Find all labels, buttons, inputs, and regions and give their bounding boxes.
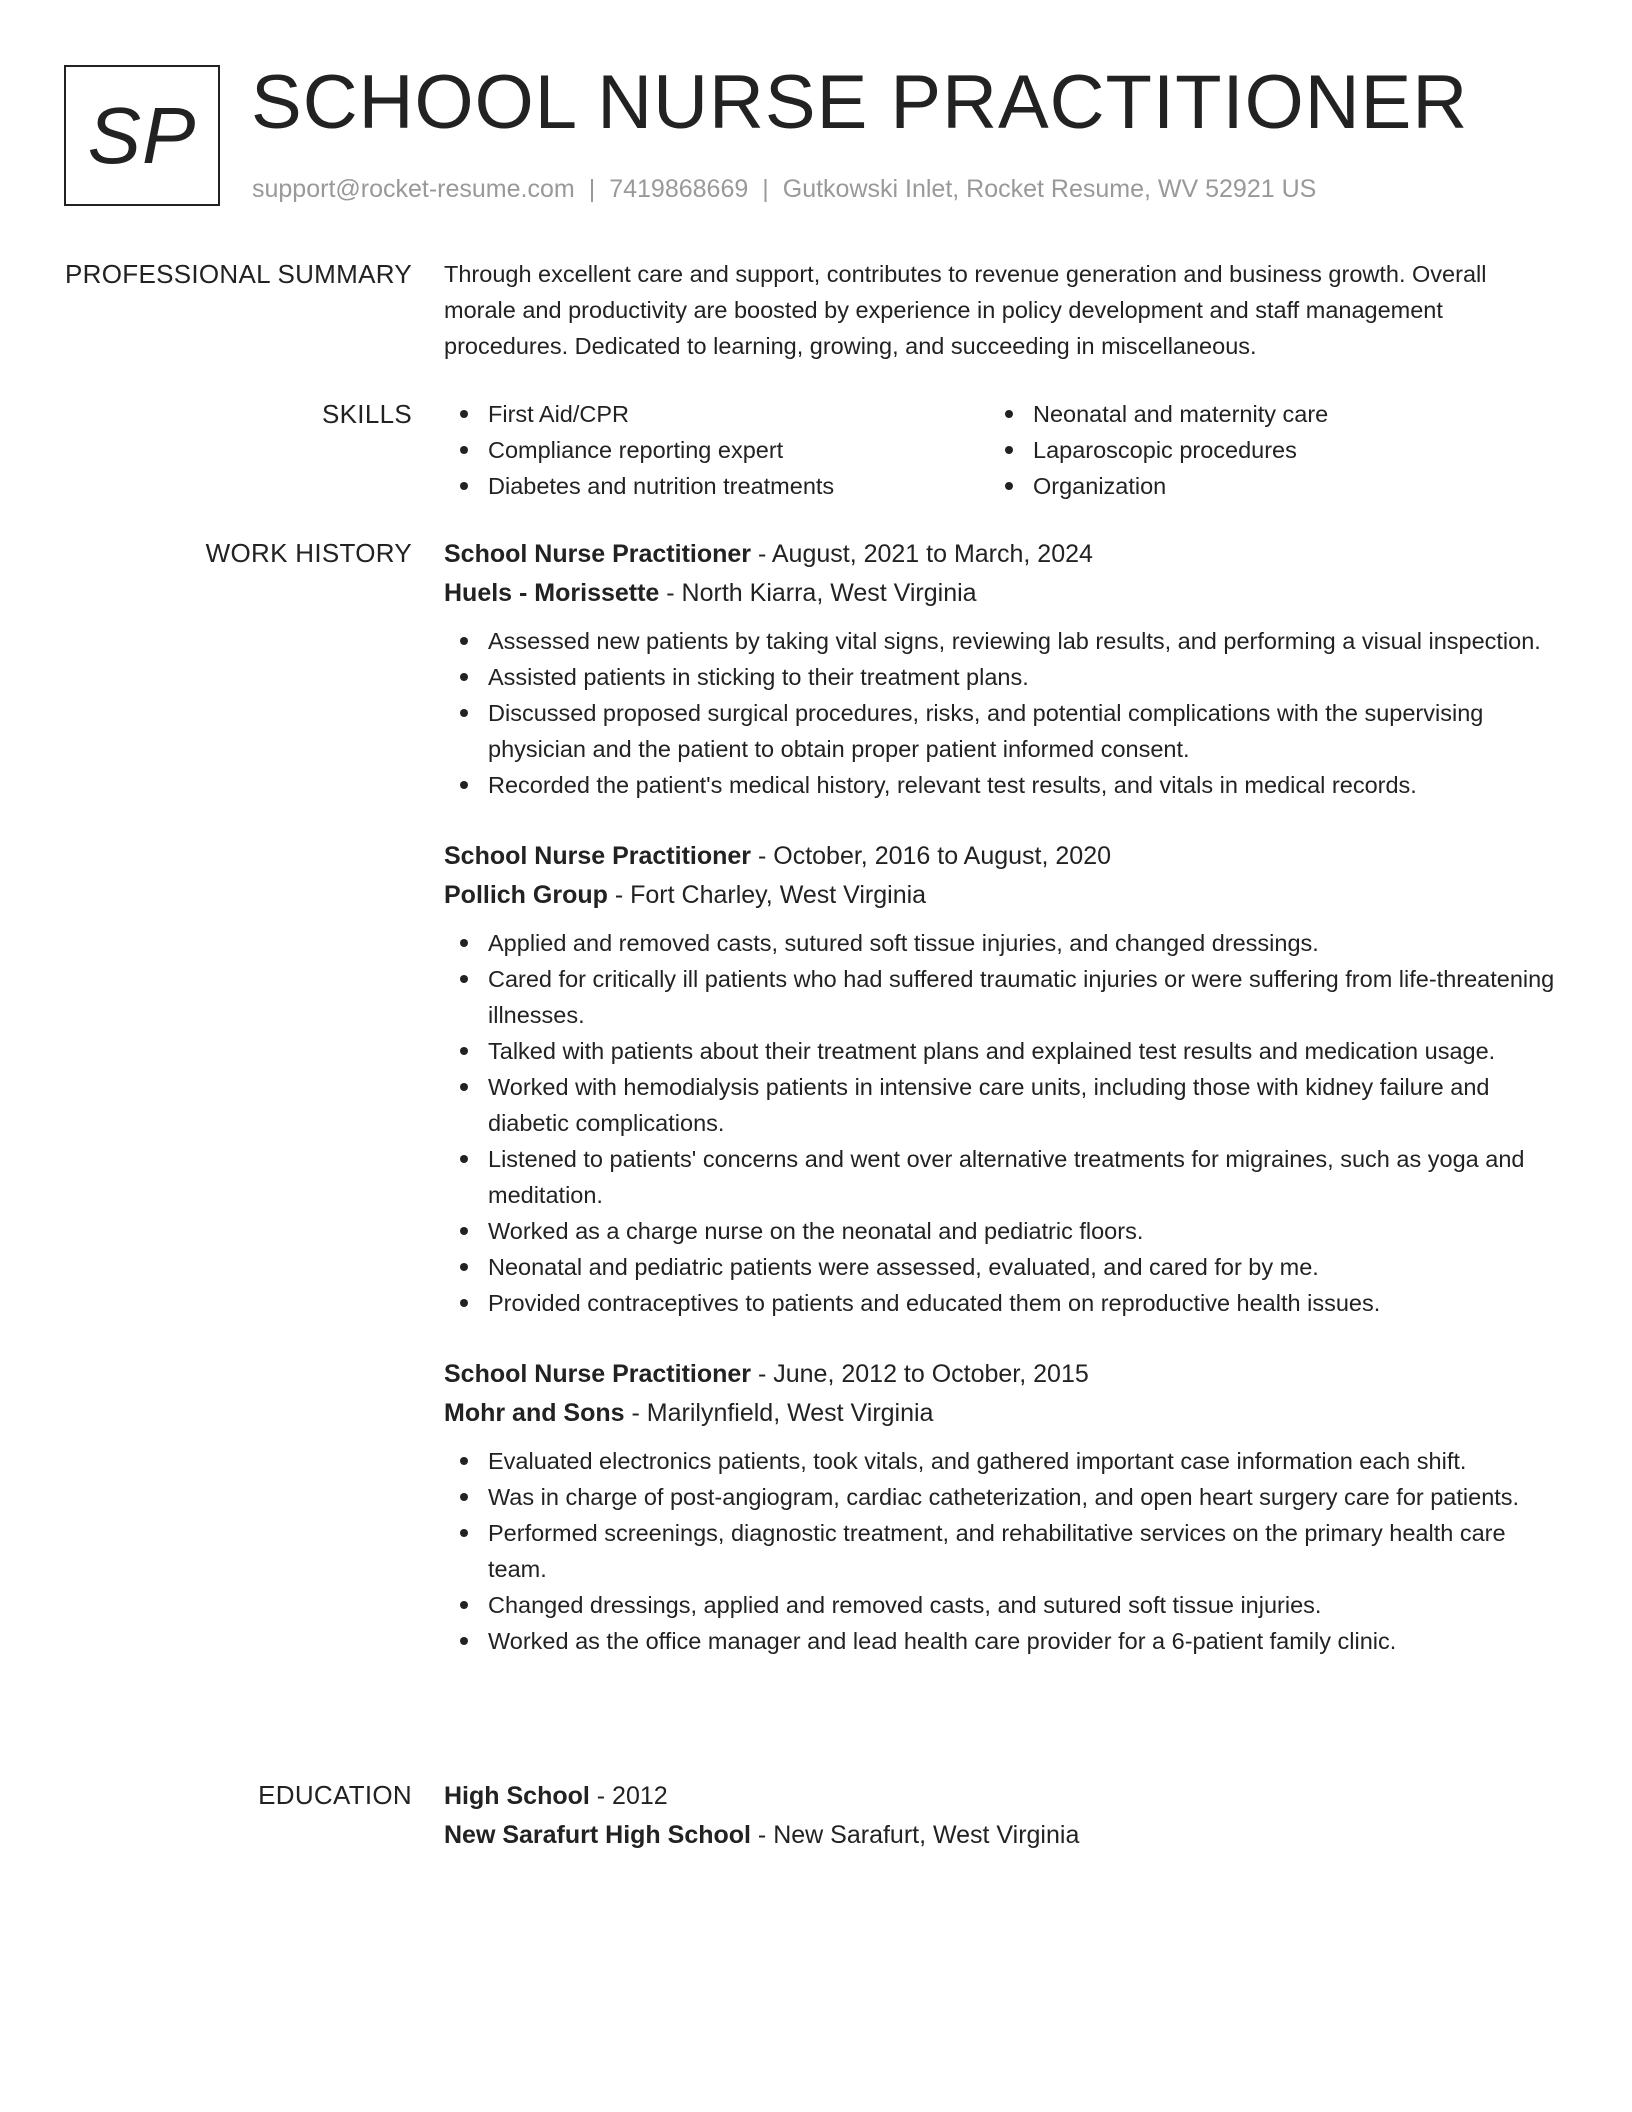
skills-body [444, 396, 1559, 504]
job-title: School Nurse Practitioner [444, 540, 752, 568]
job-bullet: Assisted patients in sticking to their treatment plans. [444, 659, 1559, 695]
contact-separator: | [762, 175, 769, 203]
education-school-line [444, 1815, 1559, 1855]
job-bullet: Evaluated electronics patients, took vitals, and gathered important case information each shift. [444, 1443, 1559, 1479]
job-location: - Fort Charley, West Virginia [607, 881, 927, 909]
education-body [444, 1777, 1559, 1865]
job-company-line [444, 1393, 1559, 1433]
job-title-line [444, 535, 1559, 573]
summary-text: Through excellent care and support, contributes to revenue generation and business growth. Overall morale and productivity are boosted by experience in policy development and staff management procedures. Dedicated to learning, growing, and succeeding in miscellaneous. [444, 261, 1487, 359]
job-company: Mohr and Sons [444, 1399, 625, 1427]
job-bullet: Worked as a charge nurse on the neonatal and pediatric floors. [444, 1213, 1559, 1249]
section-label: WORK HISTORY [205, 538, 412, 568]
job-bullets [444, 623, 1559, 803]
job-bullet: Talked with patients about their treatment plans and explained test results and medication usage. [444, 1033, 1559, 1069]
job-location: - Marilynfield, West Virginia [624, 1399, 934, 1427]
job-bullets [444, 1443, 1559, 1659]
job-company: Pollich Group [444, 881, 608, 909]
education-location: - New Sarafurt, West Virginia [750, 1821, 1080, 1849]
job-company-line [444, 573, 1559, 613]
summary-body [444, 256, 1559, 364]
skill-item: Laparoscopic procedures [989, 432, 1534, 468]
job-title: School Nurse Practitioner [444, 1360, 752, 1388]
job-bullet: Listened to patients' concerns and went over alternative treatments for migraines, such as yoga and meditation. [444, 1141, 1559, 1213]
job-title-line [444, 837, 1559, 875]
job-dates: - June, 2012 to October, 2015 [751, 1360, 1089, 1388]
job-bullet: Discussed proposed surgical procedures, risks, and potential complications with the supervising physician and the patient to obtain proper patient informed consent. [444, 695, 1559, 767]
skill-item: Organization [989, 468, 1534, 504]
job-bullet: Assessed new patients by taking vital signs, reviewing lab results, and performing a visual inspection. [444, 623, 1559, 659]
section-label: EDUCATION [258, 1780, 412, 1810]
job-bullet: Cared for critically ill patients who had suffered traumatic injuries or were suffering from life-threatening illnesses. [444, 961, 1559, 1033]
job-company: Huels - Morissette [444, 579, 660, 607]
job-bullet: Applied and removed casts, sutured soft tissue injuries, and changed dressings. [444, 925, 1559, 961]
section-label: PROFESSIONAL SUMMARY [65, 259, 412, 289]
job-bullet: Changed dressings, applied and removed casts, and sutured soft tissue injuries. [444, 1587, 1559, 1623]
contact-phone: 7419868669 [609, 175, 749, 203]
job-bullet: Neonatal and pediatric patients were assessed, evaluated, and cared for by me. [444, 1249, 1559, 1285]
job-entry [444, 535, 1559, 803]
job-entry [444, 837, 1559, 1321]
job-bullet: Was in charge of post-angiogram, cardiac catheterization, and open heart surgery care for patients. [444, 1479, 1559, 1515]
contact-separator: | [588, 175, 596, 203]
job-bullet: Performed screenings, diagnostic treatment, and rehabilitative services on the primary health care team. [444, 1515, 1559, 1587]
education-degree-line [444, 1777, 1559, 1815]
job-bullet: Provided contraceptives to patients and educated them on reproductive health issues. [444, 1285, 1559, 1321]
job-dates: - August, 2021 to March, 2024 [751, 540, 1093, 568]
education-year: - 2012 [589, 1782, 668, 1810]
job-dates: - October, 2016 to August, 2020 [751, 842, 1112, 870]
job-location: - North Kiarra, West Virginia [659, 579, 977, 607]
job-bullet: Recorded the patient's medical history, relevant test results, and vitals in medical records. [444, 767, 1559, 803]
skill-item: Neonatal and maternity care [989, 396, 1534, 432]
job-bullet: Worked as the office manager and lead health care provider for a 6-patient family clinic. [444, 1623, 1559, 1659]
section-label: SKILLS [322, 399, 412, 429]
job-company-line [444, 875, 1559, 915]
work-history-body [444, 535, 1559, 1693]
skill-item: Compliance reporting expert [444, 432, 989, 468]
job-title: School Nurse Practitioner [444, 842, 752, 870]
skills-list-right [989, 396, 1534, 504]
page-title: SCHOOL NURSE PRACTITIONER [251, 60, 1469, 145]
education-school: New Sarafurt High School [444, 1821, 751, 1849]
skill-item: First Aid/CPR [444, 396, 989, 432]
contact-line [252, 173, 1316, 205]
contact-email: support@rocket-resume.com [252, 175, 575, 203]
skills-list-left [444, 396, 989, 504]
job-entry [444, 1355, 1559, 1659]
initials-monogram: SP [64, 65, 220, 206]
job-bullet: Worked with hemodialysis patients in intensive care units, including those with kidney failure and diabetic complications. [444, 1069, 1559, 1141]
job-bullets [444, 925, 1559, 1321]
contact-address: Gutkowski Inlet, Rocket Resume, WV 52921 US [782, 175, 1317, 203]
skill-item: Diabetes and nutrition treatments [444, 468, 989, 504]
education-degree: High School [444, 1782, 590, 1810]
job-title-line [444, 1355, 1559, 1393]
